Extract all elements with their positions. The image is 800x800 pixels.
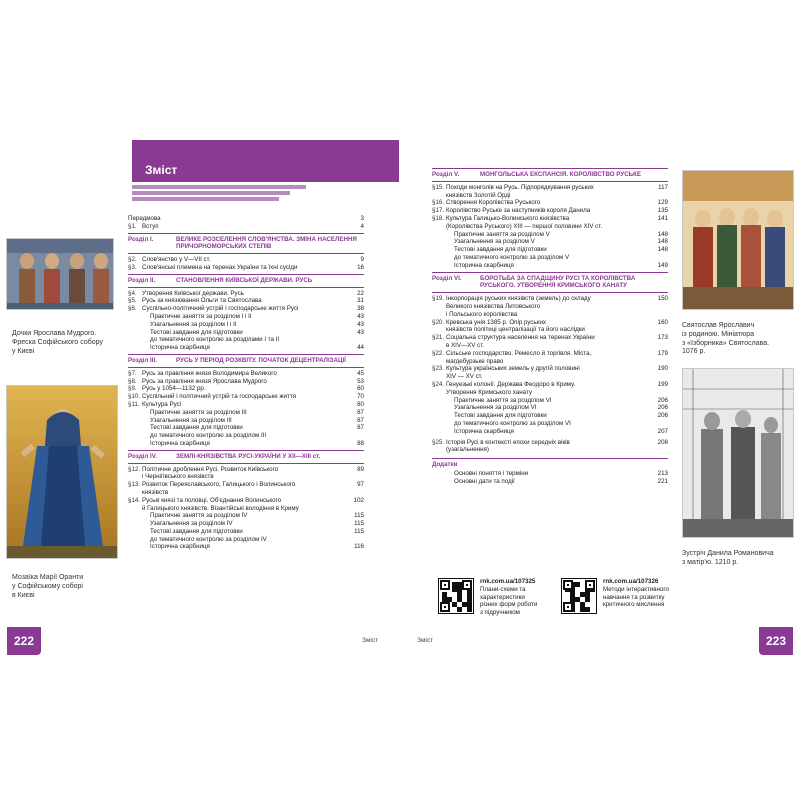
toc-entry-page: 117	[658, 183, 668, 191]
toc-entry-page: 206	[657, 396, 668, 404]
toc-entry[interactable]	[128, 497, 364, 513]
toc-entry-title: Практичне заняття за розділом I і II	[150, 312, 252, 320]
toc-entry[interactable]	[128, 440, 364, 448]
qr-finder	[563, 580, 573, 590]
toc-entry-page: 60	[357, 385, 364, 393]
toc-entry-page: 87	[357, 424, 364, 432]
decor-stripe	[132, 191, 290, 195]
toc-entry-number: §6.	[128, 305, 137, 313]
toc-entry-number	[128, 528, 150, 544]
toc-entry-title: Інкорпорація руських князівств (земель) до складу Великого князівства Литовського і Польського королівства	[446, 295, 591, 318]
toc-entry-number: §2.	[128, 256, 137, 264]
section-heading[interactable]	[128, 357, 364, 365]
toc-entry[interactable]	[128, 321, 364, 329]
toc-entry-title: Русь у 1054—1132 рр.	[142, 385, 206, 393]
toc-entry[interactable]	[128, 393, 364, 401]
toc-entry-title: Русь за правління князя Володимира Великого	[142, 369, 277, 377]
toc-entry-number	[128, 313, 150, 321]
decor-stripe	[132, 185, 306, 189]
qr-finder	[563, 602, 573, 612]
toc-entry-title: Історична скарбниця	[150, 344, 210, 352]
toc-entry-title: Суспільно-політичний устрій і господарське життя Русі	[142, 305, 299, 313]
toc-entry-number	[128, 417, 150, 425]
toc-entry-title: Культура Галицько-Волинського князівства (Королівства Руського) XIII — першої половини XIV ст.	[446, 214, 603, 230]
toc-entry-number	[432, 470, 454, 478]
toc-entry[interactable]	[432, 238, 668, 246]
toc-entry-number: §13.	[128, 481, 141, 489]
qr-code-1[interactable]	[438, 578, 474, 614]
toc-entry-page: 115	[354, 520, 364, 528]
section-title: СТАНОВЛЕННЯ КИЇВСЬКОЇ ДЕРЖАВИ. РУСЬ	[176, 276, 313, 284]
toc-entry-page: 102	[353, 496, 364, 504]
section-separator	[432, 458, 668, 459]
toc-entry-page: 179	[657, 349, 668, 357]
toc-entry-page: 87	[357, 408, 364, 416]
section-title: БОРОТЬБА ЗА СПАДЩИНУ РУСІ ТА КОРОЛІВСТВА РУСЬКОГО. УТВОРЕННЯ КРИМСЬКОГО ХАНАТУ	[480, 274, 636, 290]
engraving-image	[682, 368, 794, 538]
fresco-caption: Дочки Ярослава Мудрого. Фреска Софійського собору у Києві	[12, 330, 103, 355]
toc-entry-title: Тестові завдання для підготовки до тематичного контролю за розділом VI	[454, 412, 571, 427]
toc-entry-title: Політичне дроблення Русі. Розвиток Київського і Чернігівського князівств	[142, 465, 279, 481]
toc-entry-number	[432, 246, 454, 262]
toc-entry-number	[432, 428, 454, 436]
toc-entry-page: 87	[357, 416, 364, 424]
toc-entry-title: Історична скарбниця	[454, 261, 514, 269]
toc-entry-number	[432, 238, 454, 246]
mosaic-caption: Мозаїка Марії Оранти у Софійському соборі в Києві	[12, 574, 84, 599]
toc-entry-title: Узагальнення за розділом IV	[150, 520, 233, 528]
toc-entry-title: Слов'янство у V—VII ст.	[142, 256, 211, 264]
toc-entry-title: Узагальнення за розділом I і II	[150, 320, 237, 328]
toc-entry-number	[128, 543, 150, 551]
toc-entry-title: Русь за князювання Ольги та Святослава	[142, 297, 262, 305]
toc-entry-number	[128, 329, 150, 345]
toc-entry-title: Узагальнення за розділом III	[150, 416, 232, 424]
toc-entry-page: 190	[657, 365, 668, 373]
toc-entry[interactable]	[432, 231, 668, 239]
qr-module	[575, 582, 580, 587]
toc-entry[interactable]	[128, 385, 364, 393]
toc-entry-title: Історична скарбниця	[454, 427, 514, 435]
toc-right	[432, 166, 668, 485]
section-separator	[432, 272, 668, 273]
toc-entry-number: §19.	[432, 295, 445, 303]
toc-entry[interactable]	[128, 344, 364, 352]
toc-entry-title: Основні дати та події	[454, 477, 515, 485]
toc-entry-title: Руські князі та половці. Об'єднання Волинського й Галицького князівств. Візантійські володіння в Криму	[142, 496, 299, 512]
section-number: Розділ III.	[128, 356, 157, 364]
section-title: МОНГОЛЬСЬКА ЕКСПАНСІЯ. КОРОЛІВСТВО РУСЬКЕ	[480, 171, 642, 178]
section-number: Розділ V.	[432, 171, 460, 178]
toc-entry-page: 70	[357, 393, 364, 401]
toc-entry-number	[128, 520, 150, 528]
toc-entry-title: Розвиток Переяславського, Галицького і Волинського князівств	[142, 481, 296, 496]
toc-entry-number	[432, 231, 454, 239]
section-separator	[128, 253, 364, 254]
toc-entry-title: Утворення Київської держави. Русь	[142, 289, 244, 297]
toc-entry-page: 44	[357, 344, 364, 352]
toc-entry-page: 38	[357, 305, 364, 313]
toc-entry[interactable]	[432, 470, 668, 478]
toc-entry[interactable]	[432, 199, 668, 207]
toc-entry[interactable]: §1. Вступ 4	[128, 222, 364, 230]
section-title: РУСЬ У ПЕРІОД РОЗКВІТУ. ПОЧАТОК ДЕЦЕНТРАЛІЗАЦІЇ	[176, 356, 346, 364]
toc-entry-number	[128, 321, 150, 329]
qr-desc-1: Плани-схеми та характеристики різних форм роботи з підручником	[480, 585, 538, 617]
toc-entry-title: Суспільний і політичний устрій та господарське життя	[142, 393, 297, 401]
toc-entry-page: 206	[657, 412, 668, 420]
toc-entry[interactable]	[128, 481, 364, 497]
section-title: ВЕЛИКЕ РОЗСЕЛЕННЯ СЛОВ'ЯНСТВА. ЗМІНА НАСЕЛЕННЯ ПРИЧОРНОМОРСЬКИХ СТЕПІВ	[176, 235, 357, 251]
toc-entry-page: 213	[657, 469, 668, 477]
section-separator	[128, 354, 364, 355]
toc-left	[128, 215, 364, 551]
page-number-right: 223	[759, 627, 793, 655]
section-heading[interactable]	[432, 171, 668, 179]
toc-entry-number: §14.	[128, 496, 141, 504]
decor-stripe	[132, 197, 279, 201]
toc-entry-page: 141	[657, 214, 668, 222]
toc-entry[interactable]	[432, 207, 668, 215]
qr-code-2[interactable]	[561, 578, 597, 614]
toc-entry[interactable]	[128, 528, 364, 544]
toc-entry-number: §11.	[128, 400, 140, 408]
toc-entry[interactable]	[128, 543, 364, 551]
qr-url-2[interactable]: rnk.com.ua/107326	[603, 578, 659, 585]
toc-entry[interactable]	[432, 334, 668, 350]
toc-entry-title: Сільське господарство. Ремесло й торгівля. Міста, магдебурзьке право	[446, 349, 592, 365]
section-heading[interactable]	[128, 453, 364, 461]
toc-entry[interactable]	[128, 370, 364, 378]
toc-entry-title: Культура Русі	[142, 400, 182, 408]
qr-module	[585, 607, 590, 612]
section-separator	[128, 367, 364, 368]
toc-entry-number: §7.	[128, 369, 137, 377]
toc-entry-number: §5.	[128, 297, 137, 305]
toc-entry-page: 149	[657, 261, 668, 269]
toc-entry-number: §12.	[128, 465, 141, 473]
toc-entry-page: 116	[354, 543, 364, 551]
toc-entry-title: Тестові завдання для підготовки до тематичного контролю за розділами I та II	[150, 328, 280, 344]
toc-entry[interactable]	[432, 295, 668, 318]
page-number-left: 222	[7, 627, 41, 655]
toc-entry-title: Створення Королівства Руського	[446, 199, 541, 207]
toc-entry-page: 135	[657, 207, 668, 215]
toc-entry-number: §15.	[432, 183, 445, 191]
appendix-title: Додатки	[432, 461, 458, 469]
section-separator	[128, 274, 364, 275]
toc-entry-title: Слов'янські племена на теренах України та їхні сусіди	[142, 263, 298, 271]
toc-entry-title: Тестові завдання для підготовки до тематичного контролю за розділом III	[150, 424, 267, 440]
toc-entry-page: 97	[357, 481, 364, 489]
toc-entry[interactable]	[128, 305, 364, 313]
footer-left: Зміст	[362, 637, 379, 644]
toc-entry-title: Практичне заняття за розділом VI	[454, 396, 552, 404]
toc-entry[interactable]	[128, 512, 364, 520]
miniature-image	[682, 170, 794, 310]
toc-entry-number: §3.	[128, 263, 137, 271]
qr-module	[585, 597, 590, 602]
fresco-image	[6, 238, 114, 310]
toc-entry-title: Тестові завдання для підготовки до тематичного контролю за розділом V	[454, 246, 570, 261]
miniature-caption: Святослав Ярославич із родиною. Мініатюра з «Ізборника» Святослава. 1076 р.	[682, 322, 770, 356]
toc-entry-title: Русь за правління князя Ярослава Мудрого	[142, 377, 267, 385]
toc-entry[interactable]	[128, 313, 364, 321]
page-title: Зміст	[145, 163, 178, 177]
toc-entry-number: §4.	[128, 289, 137, 297]
toc-entry-page: 16	[357, 263, 364, 271]
section-title: ЗЕМЛІ-КНЯЗІВСТВА РУСІ-УКРАЇНИ У XII—XIII ст.	[176, 452, 321, 460]
toc-entry[interactable]	[432, 439, 668, 455]
toc-entry[interactable]: Передмова 3	[128, 215, 364, 222]
toc-entry-page: 148	[657, 238, 668, 246]
toc-entry[interactable]	[432, 412, 668, 428]
toc-entry-page: 208	[657, 438, 668, 446]
toc-entry[interactable]	[128, 256, 364, 264]
toc-entry-page: 9	[360, 256, 364, 264]
toc-entry-title: Соціальна структура населення на теренах України в XIV—XV ст.	[446, 334, 595, 349]
toc-entry[interactable]	[128, 520, 364, 528]
qr-link-1[interactable]	[480, 578, 560, 617]
section-heading[interactable]	[128, 236, 364, 252]
toc-entry-page: 43	[357, 328, 364, 336]
toc-entry-page: 115	[354, 527, 364, 535]
toc-entry-number: §17.	[432, 207, 445, 215]
toc-entry[interactable]	[432, 184, 668, 200]
toc-entry-number	[432, 397, 454, 405]
section-number: Розділ II.	[128, 276, 156, 284]
toc-entry[interactable]	[432, 319, 668, 335]
qr-finder	[462, 580, 472, 590]
toc-entry-number: §22.	[432, 349, 445, 357]
toc-entry-page: 148	[657, 246, 668, 254]
section-separator	[432, 168, 668, 169]
toc-entry-title: Королівство Руське за наступників короля Данила	[446, 207, 591, 215]
toc-entry-number	[128, 512, 150, 520]
toc-entry-page: 43	[357, 312, 364, 320]
toc-entry-title: Походи монголів на Русь. Підпорядкування руських князівств Золотій Орді	[446, 183, 594, 199]
toc-entry-page: 53	[357, 377, 364, 385]
toc-entry-page: 22	[357, 289, 364, 297]
toc-entry-title: Основні поняття і терміни	[454, 469, 529, 477]
toc-entry[interactable]	[128, 401, 364, 409]
toc-entry[interactable]	[432, 215, 668, 231]
toc-entry-page: 115	[354, 512, 364, 520]
qr-finder	[585, 580, 595, 590]
toc-entry[interactable]	[432, 428, 668, 436]
toc-entry[interactable]	[432, 478, 668, 486]
section-heading[interactable]	[432, 275, 668, 291]
qr-desc-2: Методи інтерактивного навчання та розвитку критичного мислення	[603, 585, 669, 609]
toc-entry[interactable]	[128, 466, 364, 482]
toc-entry-number	[432, 262, 454, 270]
toc-entry[interactable]	[432, 246, 668, 262]
toc-entry[interactable]	[128, 378, 364, 386]
toc-entry-title: Генуезькі колонії. Держава Феодоро в Криму. Утворення Кримського ханату	[446, 380, 576, 396]
toc-entry-page: 206	[657, 404, 668, 412]
toc-entry-number: §9.	[128, 385, 137, 393]
toc-entry-page: 150	[657, 295, 668, 303]
toc-entry-title: Узагальнення за розділом V	[454, 238, 535, 246]
toc-entry-number	[432, 412, 454, 428]
toc-entry-title: Практичне заняття за розділом IV	[150, 512, 248, 520]
section-separator	[128, 287, 364, 288]
toc-entry-number	[128, 409, 150, 417]
toc-entry-page: 45	[357, 369, 364, 377]
toc-entry-number	[128, 344, 150, 352]
toc-entry[interactable]	[128, 409, 364, 417]
section-separator	[432, 292, 668, 293]
toc-entry[interactable]	[128, 297, 364, 305]
section-separator	[432, 181, 668, 182]
toc-entry-page: 160	[657, 318, 668, 326]
section-separator	[128, 233, 364, 234]
qr-module	[467, 607, 472, 612]
toc-entry[interactable]	[432, 381, 668, 397]
section-separator	[128, 450, 364, 451]
toc-entry-page: 207	[657, 427, 668, 435]
toc-entry-title: Історична скарбниця	[150, 439, 210, 447]
toc-entry-title: Кревська унія 1385 р. Опір руських князівств політиці централізації та його наслідки	[446, 318, 585, 334]
toc-entry-number: §24.	[432, 380, 445, 388]
qr-link-2[interactable]	[603, 578, 693, 609]
section-heading[interactable]	[128, 277, 364, 285]
toc-entry-number: §10.	[128, 393, 141, 401]
toc-entry-number: §23.	[432, 365, 445, 373]
toc-entry[interactable]	[432, 365, 668, 381]
toc-entry-page: 43	[357, 320, 364, 328]
toc-entry-page: 89	[357, 465, 364, 473]
toc-entry-title: Практичне заняття за розділом III	[150, 408, 247, 416]
toc-entry-number: §20.	[432, 318, 445, 326]
toc-entry-title: Тестові завдання для підготовки до тематичного контролю за розділом IV	[150, 527, 267, 543]
toc-entry-number: §8.	[128, 377, 137, 385]
toc-entry[interactable]	[432, 262, 668, 270]
toc-entry[interactable]	[128, 329, 364, 345]
toc-entry[interactable]	[128, 417, 364, 425]
toc-entry-title: Історична скарбниця	[150, 543, 210, 551]
toc-entry-number	[128, 440, 150, 448]
qr-url-1[interactable]: rnk.com.ua/107325	[480, 578, 536, 585]
toc-entry[interactable]	[128, 290, 364, 298]
toc-entry-number: §16.	[432, 199, 445, 207]
toc-entry-title: Історія Русі в контексті епохи середніх віків (узагальнення)	[446, 438, 570, 454]
toc-entry-number	[432, 478, 454, 486]
section-number: Розділ VI.	[432, 274, 462, 282]
qr-finder	[440, 580, 450, 590]
section-number: Розділ IV.	[128, 452, 158, 460]
engraving-caption: Зустріч Данила Романовича з матір'ю. 1210 р.	[682, 550, 774, 566]
toc-entry[interactable]	[128, 264, 364, 272]
section-number: Розділ I.	[128, 235, 154, 243]
toc-entry-page: 221	[657, 477, 668, 485]
toc-entry-number: §18.	[432, 214, 445, 222]
toc-entry-title: Практичне заняття за розділом V	[454, 230, 550, 238]
toc-entry[interactable]	[432, 397, 668, 405]
toc-entry-number: §21.	[432, 334, 445, 342]
toc-entry[interactable]	[128, 424, 364, 440]
qr-module	[457, 607, 462, 612]
toc-entry-number: §25.	[432, 438, 445, 446]
toc-entry-page: 129	[657, 199, 668, 207]
toc-entry-page: 80	[357, 400, 364, 408]
toc-entry-title: Культура українських земель у другій половині XIV — XV ст.	[446, 365, 580, 381]
toc-entry-number	[128, 424, 150, 440]
toc-entry-page: 173	[657, 334, 668, 342]
toc-entry-page: 31	[357, 297, 364, 305]
toc-entry[interactable]	[432, 350, 668, 366]
footer-right: Зміст	[417, 637, 434, 644]
toc-entry-page: 88	[357, 439, 364, 447]
toc-entry-page: 148	[657, 230, 668, 238]
toc-entry-number	[432, 404, 454, 412]
toc-entry-title: Узагальнення за розділом VI	[454, 404, 537, 412]
toc-entry-page: 199	[657, 380, 668, 388]
section-separator	[128, 463, 364, 464]
toc-entry[interactable]	[432, 404, 668, 412]
qr-finder	[440, 602, 450, 612]
mosaic-image	[6, 385, 118, 559]
